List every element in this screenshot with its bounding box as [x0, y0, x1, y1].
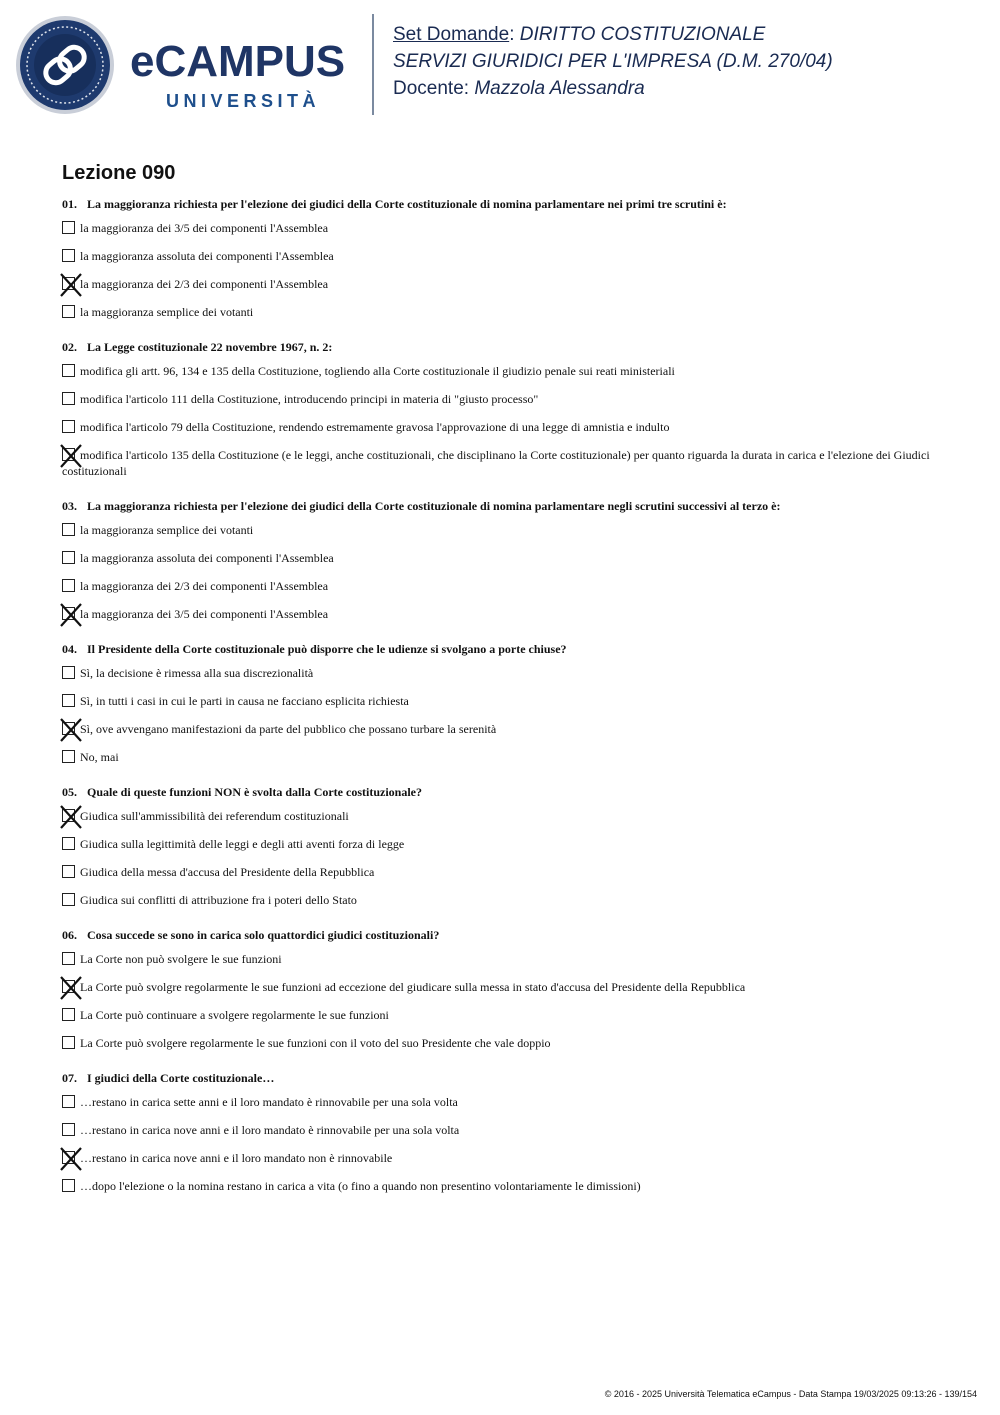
checkbox[interactable]: [62, 750, 75, 763]
checkbox[interactable]: [62, 837, 75, 850]
checked-checkbox[interactable]: [62, 722, 75, 735]
answer-option: [62, 665, 932, 681]
set-label: Set Domande: [393, 24, 510, 45]
answer-text: …restano in carica nove anni e il loro mandato è rinnovabile per una sola volta: [80, 1123, 460, 1137]
header-divider: [372, 14, 374, 115]
checkbox[interactable]: [62, 523, 75, 536]
answer-text: La Corte può continuare a svolgere regolarmente le sue funzioni: [80, 1008, 389, 1022]
answer-text: la maggioranza semplice dei votanti: [80, 305, 254, 319]
answer-option: [62, 276, 932, 292]
answer-option: [62, 391, 932, 407]
question-label: Il Presidente della Corte costituzionale può disporre che le udienze si svolgano a porte chiuse?: [87, 642, 567, 656]
page-header: [0, 0, 1000, 130]
question-text: [62, 784, 932, 800]
answer-option: [62, 1150, 932, 1166]
answer-text: la maggioranza dei 3/5 dei componenti l'Assemblea: [80, 607, 329, 621]
answer-option: [62, 447, 932, 479]
teacher-line: [393, 75, 833, 102]
question-number: 04.: [62, 642, 77, 656]
checkbox[interactable]: [62, 579, 75, 592]
answer-text: Sì, la decisione è rimessa alla sua discrezionalità: [80, 666, 314, 680]
checked-checkbox[interactable]: [62, 1151, 75, 1164]
teacher-name: Mazzola Alessandra: [474, 78, 645, 99]
question-block: [62, 498, 932, 622]
x-mark-icon: [60, 1147, 82, 1171]
answer-option: [62, 693, 932, 709]
checkbox[interactable]: [62, 364, 75, 377]
checkbox[interactable]: [62, 952, 75, 965]
checkbox[interactable]: [62, 420, 75, 433]
answer-option: [62, 892, 932, 908]
answer-text: la maggioranza dei 2/3 dei componenti l'Assemblea: [80, 277, 329, 291]
checked-checkbox[interactable]: [62, 809, 75, 822]
answer-text: La Corte non può svolgere le sue funzioni: [80, 952, 282, 966]
answer-text: Sì, in tutti i casi in cui le parti in causa ne facciano esplicita richiesta: [80, 694, 409, 708]
answer-text: la maggioranza dei 3/5 dei componenti l'Assemblea: [80, 221, 329, 235]
checkbox[interactable]: [62, 694, 75, 707]
answer-text: …dopo l'elezione o la nomina restano in carica a vita (o fino a quando non presentino volontariamente le dimissioni): [80, 1179, 641, 1193]
question-number: 05.: [62, 785, 77, 799]
question-number: 06.: [62, 928, 77, 942]
answer-text: la maggioranza semplice dei votanti: [80, 523, 254, 537]
x-mark-icon: [60, 444, 82, 468]
question-block: [62, 641, 932, 765]
checkbox[interactable]: [62, 551, 75, 564]
checkbox[interactable]: [62, 1179, 75, 1192]
answer-option: [62, 1007, 932, 1023]
question-list: [62, 196, 932, 1213]
answer-option: [62, 1122, 932, 1138]
answer-option: [62, 979, 932, 995]
checkbox[interactable]: [62, 1008, 75, 1021]
x-mark-icon: [60, 603, 82, 627]
question-text: [62, 927, 932, 943]
course-line2: SERVIZI GIURIDICI PER L'IMPRESA (D.M. 270/04): [393, 51, 833, 72]
checkbox[interactable]: [62, 221, 75, 234]
ecampus-wordmark: [130, 32, 360, 112]
answer-option: [62, 419, 932, 435]
set-line: Set Domande: DIRITTO COSTITUZIONALE: [393, 24, 766, 45]
checked-checkbox[interactable]: [62, 607, 75, 620]
answer-option: [62, 1178, 932, 1194]
answer-text: Giudica della messa d'accusa del Presidente della Repubblica: [80, 865, 375, 879]
checkbox[interactable]: [62, 666, 75, 679]
answer-text: modifica l'articolo 111 della Costituzione, introducendo principi in materia di "giusto processo": [80, 392, 539, 406]
teacher-label: Docente:: [393, 78, 470, 99]
checkbox[interactable]: [62, 893, 75, 906]
answer-option: [62, 304, 932, 320]
question-number: 03.: [62, 499, 77, 513]
question-block: [62, 339, 932, 479]
question-label: Quale di queste funzioni NON è svolta dalla Corte costituzionale?: [87, 785, 422, 799]
answer-text: Giudica sui conflitti di attribuzione fra i poteri dello Stato: [80, 893, 357, 907]
question-label: La maggioranza richiesta per l'elezione dei giudici della Corte costituzionale di nomina parlamentare nei primi tre scrutini è:: [87, 197, 727, 211]
x-mark-icon: [60, 805, 82, 829]
answer-option: [62, 248, 932, 264]
answer-option: [62, 550, 932, 566]
answer-text: modifica l'articolo 135 della Costituzione (e le leggi, anche costituzionali, che disciplinano la Corte costituzionale) per quanto riguarda la durata in carica e l'elezione dei Giudici costituzionali: [62, 448, 930, 478]
checkbox[interactable]: [62, 1095, 75, 1108]
answer-text: la maggioranza assoluta dei componenti l'Assemblea: [80, 249, 334, 263]
answer-option: [62, 951, 932, 967]
answer-text: la maggioranza assoluta dei componenti l'Assemblea: [80, 551, 334, 565]
question-text: [62, 641, 932, 657]
question-number: 07.: [62, 1071, 77, 1085]
checked-checkbox[interactable]: [62, 448, 75, 461]
answer-option: [62, 1035, 932, 1051]
answer-option: [62, 864, 932, 880]
question-text: [62, 498, 932, 514]
page-footer: © 2016 - 2025 Università Telematica eCampus - Data Stampa 19/03/2025 09:13:26 - 139/154: [604, 1389, 977, 1399]
answer-text: …restano in carica nove anni e il loro mandato non è rinnovabile: [80, 1151, 393, 1165]
answer-option: [62, 836, 932, 852]
logo-brand: eCAMPUS: [130, 37, 346, 86]
answer-text: Sì, ove avvengano manifestazioni da parte del pubblico che possano turbare la serenità: [80, 722, 497, 736]
question-text: [62, 1070, 932, 1086]
answer-option: [62, 522, 932, 538]
question-number: 02.: [62, 340, 77, 354]
question-label: La maggioranza richiesta per l'elezione dei giudici della Corte costituzionale di nomina parlamentare negli scrutini successivi al terzo è:: [87, 499, 781, 513]
course-line1: DIRITTO COSTITUZIONALE: [519, 24, 766, 45]
answer-option: [62, 606, 932, 622]
answer-option: [62, 749, 932, 765]
question-block: [62, 784, 932, 908]
question-block: [62, 927, 932, 1051]
lesson-title: Lezione 090: [62, 162, 176, 184]
checkbox[interactable]: [62, 865, 75, 878]
answer-option: [62, 808, 932, 824]
question-label: Cosa succede se sono in carica solo quattordici giudici costituzionali?: [87, 928, 440, 942]
question-text: [62, 339, 932, 355]
checkbox[interactable]: [62, 1123, 75, 1136]
x-mark-icon: [60, 718, 82, 742]
checkbox[interactable]: [62, 305, 75, 318]
x-mark-icon: [60, 976, 82, 1000]
answer-text: La Corte può svolgere regolarmente le sue funzioni con il voto del suo Presidente che vale doppio: [80, 1036, 551, 1050]
answer-option: [62, 220, 932, 236]
checked-checkbox[interactable]: [62, 980, 75, 993]
answer-text: No, mai: [80, 750, 119, 764]
ecampus-seal-logo: [15, 15, 115, 115]
question-text: [62, 196, 932, 212]
question-block: [62, 1070, 932, 1194]
answer-text: Giudica sulla legittimità delle leggi e degli atti aventi forza di legge: [80, 837, 405, 851]
question-label: La Legge costituzionale 22 novembre 1967, n. 2:: [87, 340, 333, 354]
x-mark-icon: [60, 273, 82, 297]
answer-text: la maggioranza dei 2/3 dei componenti l'Assemblea: [80, 579, 329, 593]
answer-option: [62, 578, 932, 594]
course-info: [393, 21, 833, 102]
answer-option: [62, 721, 932, 737]
answer-text: modifica gli artt. 96, 134 e 135 della Costituzione, togliendo alla Corte costituzionale il giudizio penale sui reati ministeriali: [80, 364, 675, 378]
answer-text: modifica l'articolo 79 della Costituzione, rendendo estremamente gravosa l'approvazione di una legge di amnistia e indulto: [80, 420, 670, 434]
question-number: 01.: [62, 197, 77, 211]
checked-checkbox[interactable]: [62, 277, 75, 290]
answer-text: …restano in carica sette anni e il loro mandato è rinnovabile per una sola volta: [80, 1095, 458, 1109]
answer-text: La Corte può svolgre regolarmente le sue funzioni ad eccezione del giudicare sulla messa in stato d'accusa del Presidente della Repubblica: [80, 980, 746, 994]
answer-text: Giudica sull'ammissibilità dei referendum costituzionali: [80, 809, 349, 823]
answer-option: [62, 363, 932, 379]
checkbox[interactable]: [62, 392, 75, 405]
answer-option: [62, 1094, 932, 1110]
logo-sub: UNIVERSITÀ: [166, 91, 321, 111]
question-label: I giudici della Corte costituzionale…: [87, 1071, 275, 1085]
checkbox[interactable]: [62, 1036, 75, 1049]
question-block: [62, 196, 932, 320]
checkbox[interactable]: [62, 249, 75, 262]
